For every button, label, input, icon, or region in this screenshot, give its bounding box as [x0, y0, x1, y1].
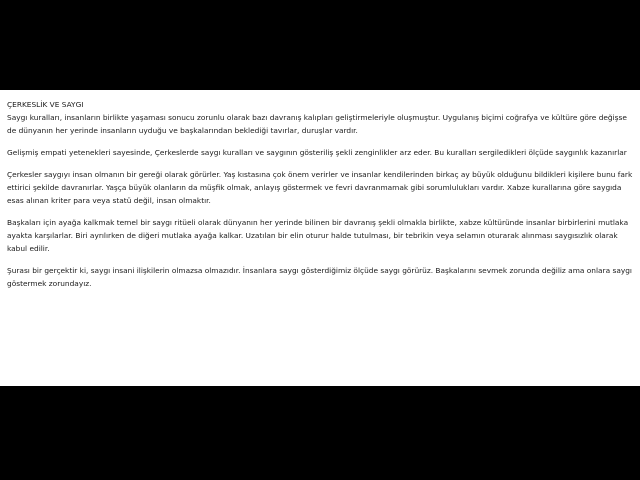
paragraph-1: Saygı kuralları, insanların birlikte yaşaması sonucu zorunlu olarak bazı davranış kalıpları geliştirmeleriyle oluşmuştur. Uygulanış biçimi coğrafya ve kültüre göre değişse de dünyanın her yerinde insanların uyduğu ve başkalarından beklediği tavırlar, duruşlar vardır. — [7, 113, 627, 135]
document-page — [0, 90, 640, 386]
paragraph-3: Çerkesler saygıyı insan olmanın bir gereği olarak görürler. Yaş kıstasına çok önem verirler ve insanlar kendilerinden birkaç ay büyük olduğunu bildikleri kişilere bunu fark ettirici şekilde davranırlar. Yaşça büyük olanların da müşfik olmak, anlayış göstermek ve fevri davranmamak gibi sorumlulukları vardır. Xabze kurallarına göre saygıda esas alınan kriter para veya statü değil, insan olmaktır. — [7, 170, 633, 205]
document-title: ÇERKESLİK VE SAYGI — [7, 100, 84, 109]
paragraph-5: Şurası bir gerçektir ki, saygı insani ilişkilerin olmazsa olmazıdır. İnsanlara saygı gösterdiğimiz ölçüde saygı görürüz. Başkalarını sevmek zorunda değiliz ama onlara saygı göstermek zorundayız. — [7, 266, 632, 288]
document-body — [7, 98, 635, 299]
paragraph-4: Başkaları için ayağa kalkmak temel bir saygı ritüeli olarak dünyanın her yerinde bilinen bir davranış şekli olmakla birlikte, xabze kültüründe insanlar birbirlerini mutlaka ayakta karşılarlar. Biri ayrılırken de diğeri mutlaka ayağa kalkar. Uzatılan bir elin oturur halde tutulması, bir tebrikin veya selamın oturarak alınması saygısızlık olarak kabul edilir. — [7, 218, 629, 253]
letterbox-top — [0, 0, 640, 90]
paragraph-2: Gelişmiş empati yetenekleri sayesinde, Çerkeslerde saygı kuralları ve saygının gösteriliş şekli zenginlikler arz eder. Bu kuralları sergiledikleri ölçüde saygınlık kazanırlar — [7, 148, 627, 157]
letterbox-bottom — [0, 386, 640, 480]
